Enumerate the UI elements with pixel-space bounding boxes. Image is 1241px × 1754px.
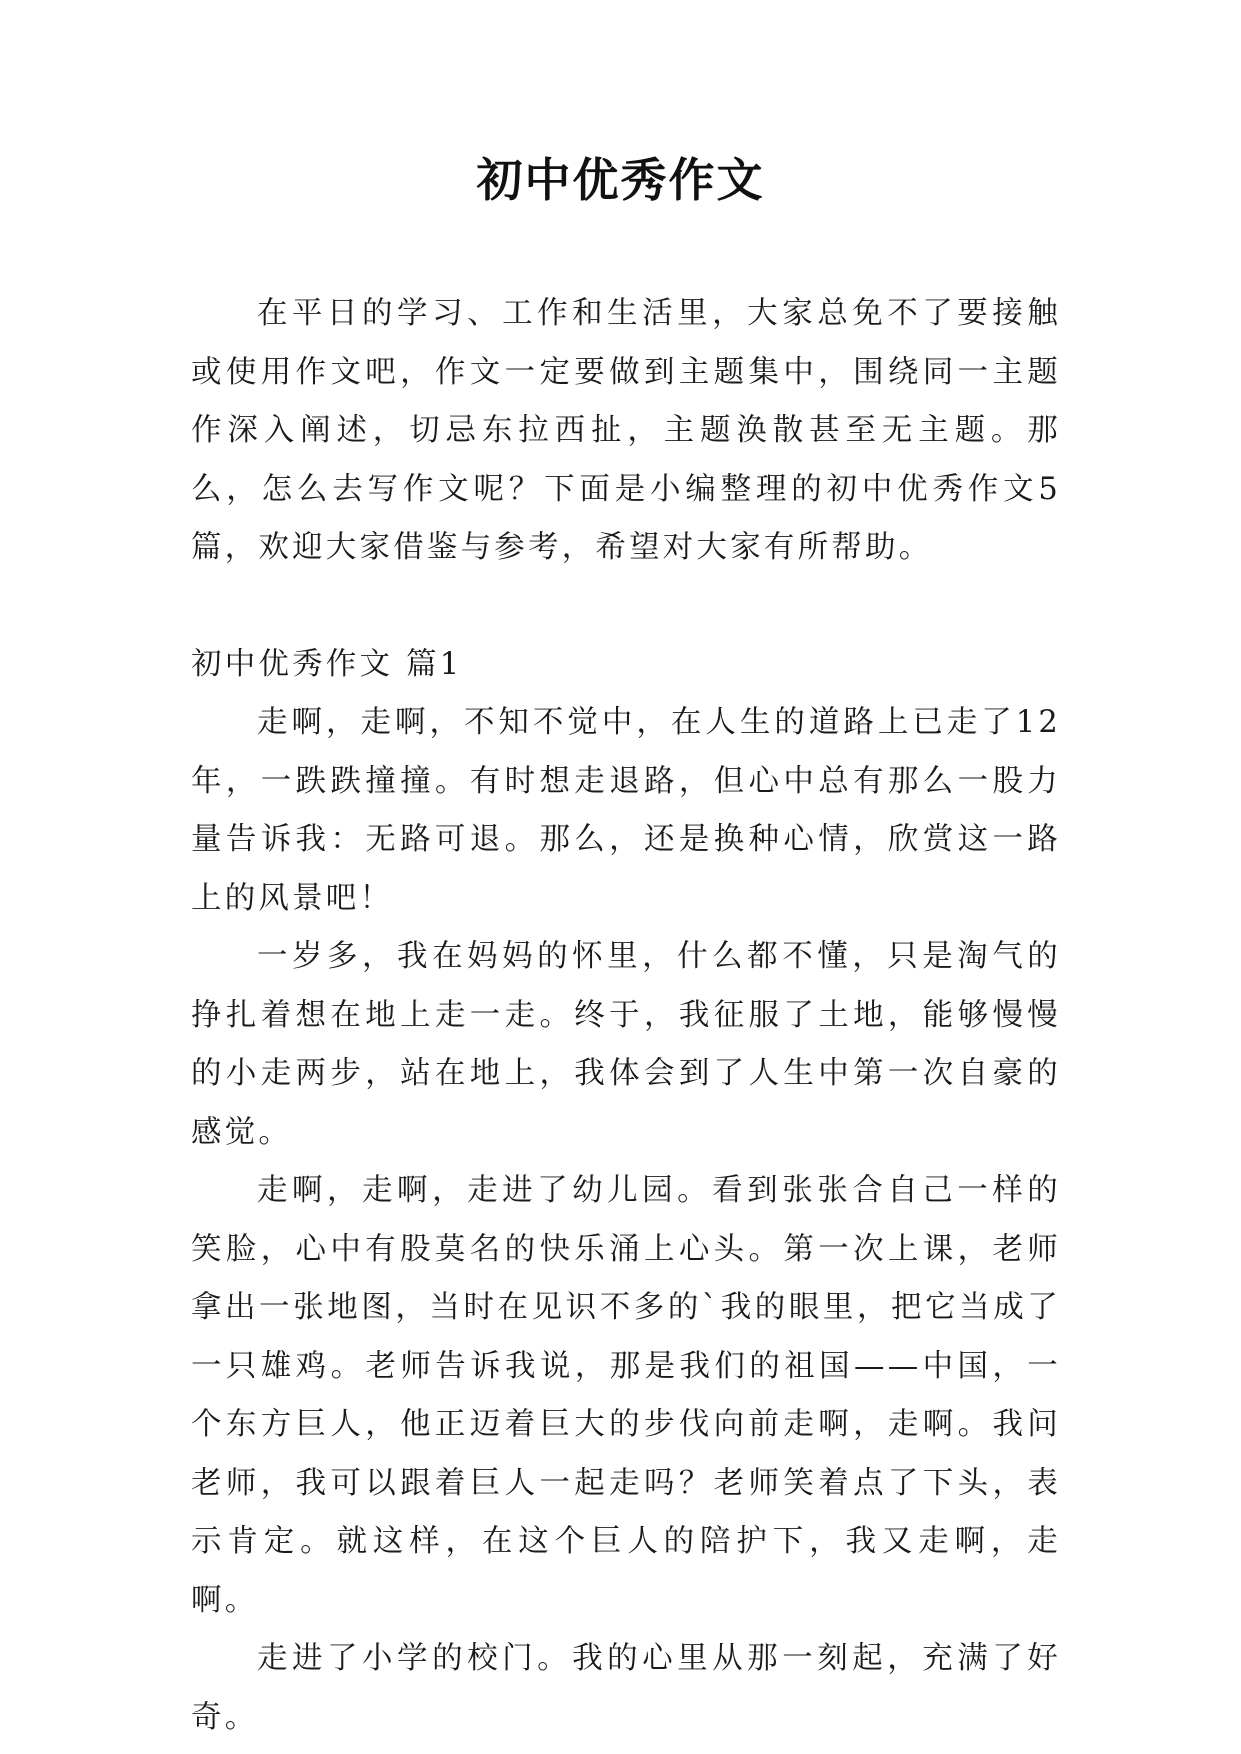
body-paragraph: 一岁多，我在妈妈的怀里，什么都不懂，只是淘气的挣扎着想在地上走一走。终于，我征服了土地，能够慢慢的小走两步，站在地上，我体会到了人生中第一次自豪的感觉。 bbox=[191, 939, 1061, 1150]
body-paragraph: 走啊，走啊，不知不觉中，在人生的道路上已走了12年，一跌跌撞撞。有时想走退路，但心中总有那么一股力量告诉我：无路可退。那么，还是换种心情，欣赏这一路上的风景吧！ bbox=[191, 705, 1061, 916]
body-paragraph: 走啊，走啊，走进了幼儿园。看到张张合自己一样的笑脸，心中有股莫名的快乐涌上心头。第一次上课，老师拿出一张地图，当时在见识不多的`我的眼里，把它当成了一只雄鸡。老师告诉我说，那是我们的祖国——中国，一个东方巨人，他正迈着巨大的步伐向前走啊，走啊。我问老师，我可以跟着巨人一起走吗？老师笑着点了下头，表示肯定。就这样，在这个巨人的陪护下，我又走啊，走啊。 bbox=[191, 1173, 1061, 1618]
body-paragraph: 走进了小学的校门。我的心里从那一刻起，充满了好奇。 bbox=[191, 1641, 1061, 1735]
page-title: 初中优秀作文 bbox=[476, 153, 765, 207]
intro-paragraph: 在平日的学习、工作和生活里，大家总免不了要接触或使用作文吧，作文一定要做到主题集中，围绕同一主题作深入阐述，切忌东拉西扯，主题涣散甚至无主题。那么，怎么去写作文呢？下面是小编整理的初中优秀作文5篇，欢迎大家借鉴与参考，希望对大家有所帮助。 bbox=[191, 296, 1061, 565]
document-body bbox=[191, 285, 1061, 1747]
section-heading: 初中优秀作文 篇1 bbox=[191, 646, 463, 682]
